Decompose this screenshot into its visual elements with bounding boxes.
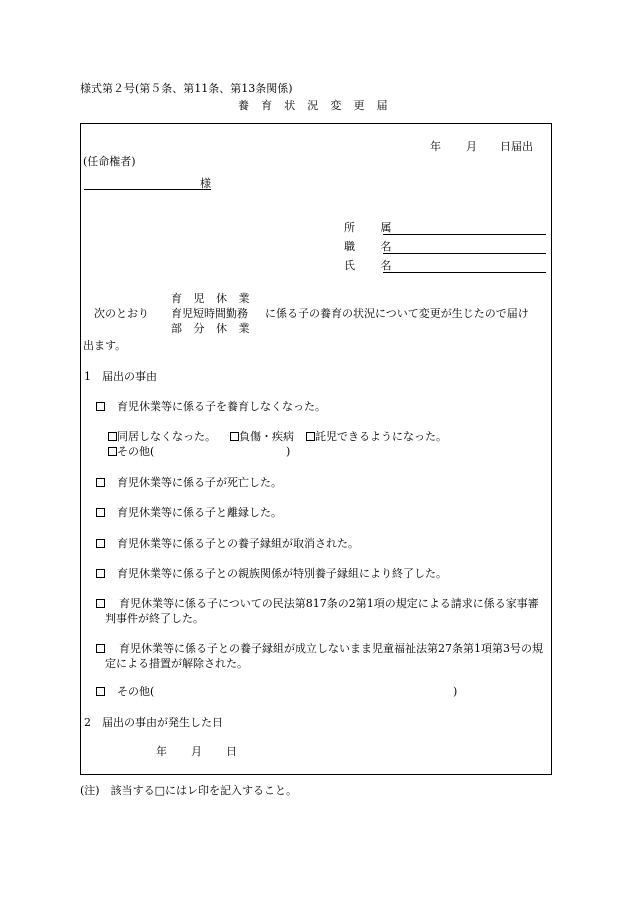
name-label: 氏 名 — [344, 259, 403, 272]
department-label: 所 属 — [344, 221, 403, 234]
reason-item-2: 育児休業等に係る子が死亡した。 — [96, 477, 282, 488]
reason-4-checkbox[interactable] — [96, 539, 105, 548]
reason-7-checkbox-wrap — [96, 643, 105, 654]
reason-item-3: 育児休業等に係る子と離縁した。 — [96, 507, 282, 518]
form-title: 養 育 状 況 変 更 届 — [238, 99, 392, 112]
reason-8-checkbox[interactable] — [96, 687, 105, 696]
sub-reason-other: その他( — [108, 446, 154, 457]
occurrence-year-label: 年 — [156, 745, 167, 758]
position-field[interactable] — [383, 253, 546, 254]
intro-continuation: 出ます。 — [83, 339, 127, 352]
occurrence-day-label: 日 — [226, 745, 237, 758]
reason-6-checkbox-wrap — [96, 598, 105, 609]
intro-prefix: 次のとおり — [94, 307, 149, 320]
sub-reason-row: 同居しなくなった。 負傷・疾病 託児できるようになった。 — [108, 431, 447, 442]
submit-month-label: 月 — [466, 140, 477, 153]
reason-2-checkbox[interactable] — [96, 478, 105, 487]
sub-reason-a-checkbox[interactable] — [108, 432, 117, 441]
reason-7-checkbox[interactable] — [96, 644, 105, 653]
appointer-label: (任命権者) — [83, 155, 136, 168]
reason-3-checkbox[interactable] — [96, 508, 105, 517]
section2-heading: 2 届出の事由が発生した日 — [84, 716, 223, 729]
leave-type-short-hours: 育児短時間勤務 — [171, 307, 248, 320]
name-field[interactable] — [383, 272, 546, 273]
addressee-honorific: 様 — [200, 177, 211, 190]
sub-reason-other-close: ) — [286, 445, 291, 458]
sub-reason-c-checkbox[interactable] — [306, 432, 315, 441]
submit-day-label: 日届出 — [500, 140, 533, 153]
reason-6-checkbox[interactable] — [96, 599, 105, 608]
submit-year-label: 年 — [430, 140, 441, 153]
reason-item-1: 育児休業等に係る子を養育しなくなった。 — [96, 401, 326, 412]
reason-item-4: 育児休業等に係る子との養子縁組が取消された。 — [96, 538, 359, 549]
reason-item-8: その他( — [96, 686, 154, 697]
leave-type-childcare: 育 児 休 業 — [171, 292, 254, 305]
form-number: 様式第２号(第５条、第11条、第13条関係) — [80, 82, 293, 95]
intro-body: に係る子の養育の状況について変更が生じたので届け — [265, 307, 529, 320]
reason-1-checkbox[interactable] — [96, 402, 105, 411]
reason-item-6: 育児休業等に係る子についての民法第817条の2第1項の規定による請求に係る家事審判事件が終了した。 — [105, 597, 539, 625]
reason-5-checkbox[interactable] — [96, 569, 105, 578]
section1-heading: 1 届出の事由 — [84, 370, 157, 383]
occurrence-month-label: 月 — [191, 745, 202, 758]
addressee-line[interactable] — [84, 189, 211, 190]
footnote: (注) 該当する□にはレ印を記入すること。 — [80, 784, 297, 797]
sub-reason-b-checkbox[interactable] — [230, 432, 239, 441]
reason-item-7: 育児休業等に係る子との養子縁組が成立しないまま児童福祉法第27条第1項第3号の規定による措置が解除された。 — [105, 642, 543, 670]
reason-item-5: 育児休業等に係る子との親族関係が特別養子縁組により終了した。 — [96, 568, 447, 579]
department-field[interactable] — [383, 234, 546, 235]
leave-type-partial: 部 分 休 業 — [171, 322, 254, 335]
position-label: 職 名 — [344, 240, 403, 253]
sub-reason-other-checkbox[interactable] — [108, 447, 117, 456]
reason-8-close: ) — [453, 685, 458, 698]
